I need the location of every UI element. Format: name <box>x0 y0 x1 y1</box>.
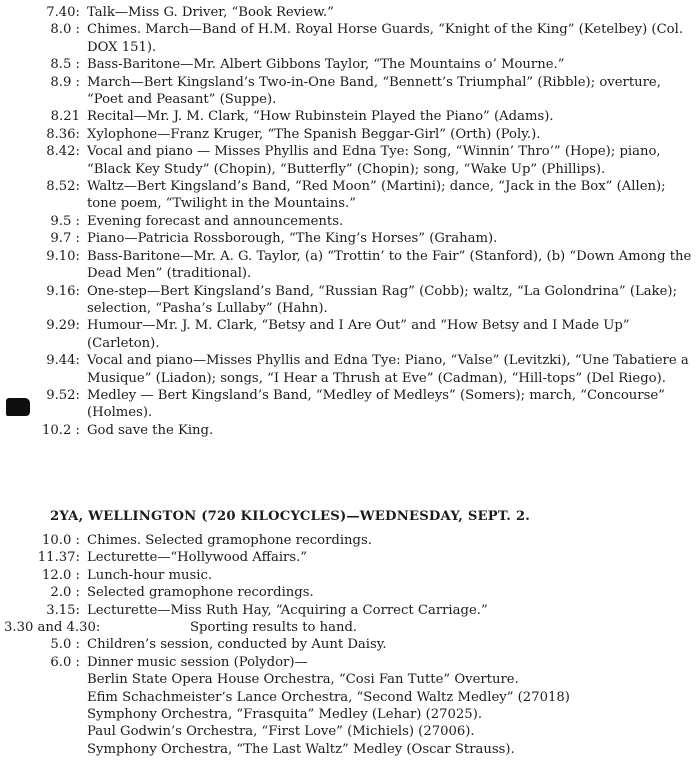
dinner-music-item: Efim Schachmeister’s Lance Orchestra, “Second Waltz Medley” (27018) <box>87 689 570 705</box>
entry-text: Lecturette—“Hollywood Affairs.” <box>87 550 308 566</box>
programme-entry <box>0 4 700 21</box>
entry-text: Chimes. Selected gramophone recordings. <box>87 533 372 548</box>
programme-entry <box>0 108 700 125</box>
programme-entry <box>0 602 700 619</box>
entry-text: Bass-Baritone—Mr. A. G. Taylor, (a) “Trottin’ to the Fair” (Stanford), (b) “Down Among the Dead Men” (traditional). <box>87 248 692 282</box>
programme-entry <box>0 178 700 213</box>
entry-time: 8.5 : <box>50 57 80 73</box>
entry-text: Recital—Mr. J. M. Clark, “How Rubinstein Played the Piano” (Adams). <box>87 109 554 125</box>
programme-entry <box>0 654 700 758</box>
entry-text: Vocal and piano—Misses Phyllis and Edna Tye: Piano, “Valse” (Levitzki), “Une Tabatiere a Musique” (Liadon); songs, “I Hear a Thrush at Eve” (Cadman), “Hill-tops” (Del Riego). <box>87 353 689 386</box>
entry-text: Piano—Patricia Rossborough, “The King’s Horses” (Graham). <box>87 231 498 247</box>
entry-time: 2.0 : <box>50 585 80 601</box>
programme-entry <box>0 213 700 230</box>
entry-text: Waltz—Bert Kingsland’s Band, “Red Moon” (Martini); dance, “Jack in the Box” (Allen); tone poem, “Twilight in the Mountains.” <box>87 179 666 212</box>
programme-entry <box>0 21 700 56</box>
dinner-music-list <box>87 671 692 758</box>
programme-entry <box>0 584 700 601</box>
entry-text: Chimes. March—Band of H.M. Royal Horse Guards, “Knight of the King” (Ketelbey) (Col. DOX 151). <box>87 22 684 55</box>
programme-entry <box>0 636 700 653</box>
entry-text: Sporting results to hand. <box>190 620 358 636</box>
entry-time: 10.0 : <box>42 533 80 548</box>
entry-time: 8.42: <box>46 144 80 160</box>
programme-entry <box>0 567 700 584</box>
entry-text: Xylophone—Franz Kruger, “The Spanish Beggar-Girl” (Orth) (Poly.). <box>87 126 541 142</box>
programme-entry <box>0 143 700 178</box>
programme-entry <box>0 422 700 439</box>
programme-list-2 <box>0 532 700 758</box>
programme-entry <box>0 56 700 73</box>
entry-text: Vocal and piano — Misses Phyllis and Edna Tye: Song, “Winnin’ Thro’” (Hope); piano, “Black Key Study” (Chopin), “Butterfly” (Chopin); song, “Wake Up” (Phillips). <box>87 144 661 177</box>
entry-text: Lecturette—Miss Ruth Hay, “Acquiring a Correct Carriage.” <box>87 602 488 618</box>
entry-text: God save the King. <box>87 422 214 438</box>
programme-entry <box>0 387 700 422</box>
entry-time: 6.0 : <box>50 654 80 670</box>
entry-time: 9.10: <box>46 248 80 264</box>
entry-time: 8.36: <box>46 126 80 142</box>
programme-entry <box>0 549 700 566</box>
entry-time: 9.7 : <box>50 231 80 247</box>
entry-time: 8.52: <box>46 179 80 195</box>
programme-entry <box>0 619 700 636</box>
dinner-music-item: Symphony Orchestra, “Frasquita” Medley (Lehar) (27025). <box>87 707 483 723</box>
dinner-music-item: Berlin State Opera House Orchestra, “Cosi Fan Tutte” Overture. <box>87 672 519 688</box>
station-heading: 2YA, WELLINGTON (720 KILOCYCLES)—WEDNESDAY, SEPT. 2. <box>50 509 530 524</box>
entry-text: Lunch-hour music. <box>87 567 213 583</box>
entry-time: 3.30 and 4.30: <box>4 620 101 636</box>
entry-time: 8.9 : <box>50 74 80 90</box>
programme-entry <box>0 126 700 143</box>
entry-time: 8.21 <box>50 109 80 125</box>
dinner-music-item: Paul Godwin’s Orchestra, “First Love” (Michiels) (27006). <box>87 724 475 740</box>
entry-time: 7.40: <box>46 5 80 20</box>
entry-time: 5.0 : <box>50 637 80 653</box>
entry-text: Children’s session, conducted by Aunt Daisy. <box>87 637 387 653</box>
entry-time: 9.5 : <box>50 213 80 229</box>
entry-time: 10.2 : <box>42 422 80 438</box>
entry-text: Medley — Bert Kingsland’s Band, “Medley of Medleys” (Somers); march, “Concourse” (Holmes). <box>87 387 665 421</box>
entry-time: 11.37: <box>37 550 80 566</box>
programme-entry <box>0 317 700 352</box>
programme-entry <box>0 230 700 247</box>
entry-text: Selected gramophone recordings. <box>87 585 314 601</box>
entry-text: Evening forecast and announcements. <box>87 213 344 229</box>
entry-time: 9.52: <box>46 387 80 403</box>
programme-entry <box>0 352 700 387</box>
programme-entry <box>0 248 700 283</box>
programme-entry <box>0 74 700 109</box>
entry-text: Humour—Mr. J. M. Clark, “Betsy and I Are Out” and “How Betsy and I Made Up” (Carleton). <box>87 318 630 351</box>
programme-list-1 <box>0 4 700 439</box>
entry-time: 12.0 : <box>42 567 80 583</box>
entry-text: Dinner music session (Polydor)— <box>87 654 308 670</box>
entry-text: Bass-Baritone—Mr. Albert Gibbons Taylor, “The Mountains o’ Mourne.” <box>87 57 565 73</box>
entry-text: March—Bert Kingsland’s Two-in-One Band, “Bennett’s Triumphal” (Ribble); overture, “Poet and Peasant” (Suppe). <box>87 74 661 108</box>
entry-time: 3.15: <box>46 602 80 618</box>
programme-entry <box>0 283 700 318</box>
entry-time: 9.16: <box>46 283 80 299</box>
entry-time: 9.44: <box>46 353 80 369</box>
dinner-music-item: Symphony Orchestra, “The Last Waltz” Medley (Oscar Strauss). <box>87 741 515 757</box>
entry-text: Talk—Miss G. Driver, “Book Review.” <box>87 5 334 20</box>
entry-time: 9.29: <box>46 318 80 334</box>
entry-text: One-step—Bert Kingsland’s Band, “Russian Rag” (Cobb); waltz, “La Golondrina” (Lake); selection, “Pasha’s Lullaby” (Hahn). <box>87 283 678 316</box>
programme-entry <box>0 532 700 549</box>
entry-time: 8.0 : <box>50 22 80 38</box>
